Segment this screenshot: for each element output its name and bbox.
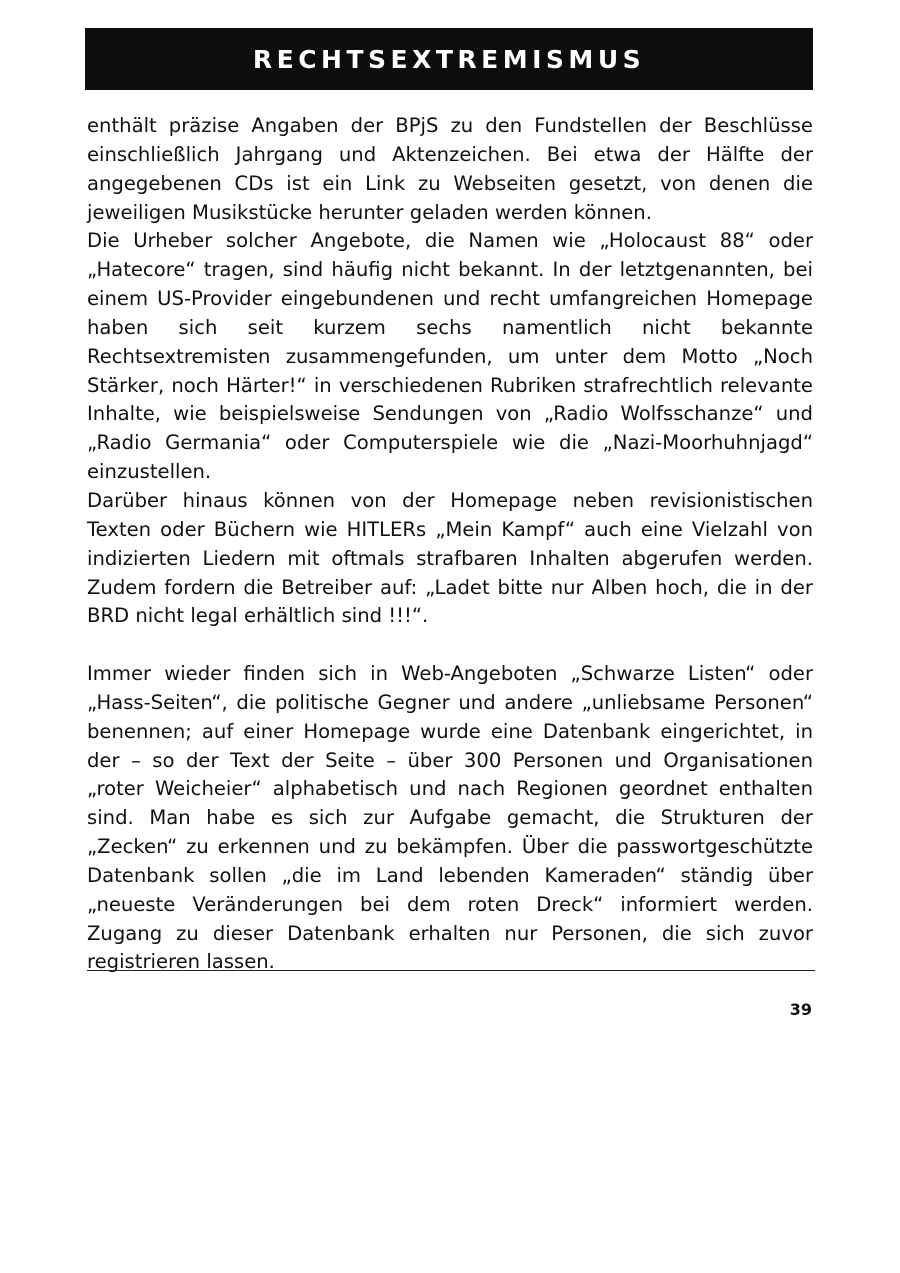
paragraph-urheber: Die Urheber solcher Angebote, die Namen wie „Holocaust 88“ oder „Hatecore“ tragen, sind häufig nicht bekannt. In der letztgenannten, bei einem US-Provider eingebundenen und recht umfangreichen Homepage haben sich seit kurzem sechs namentlich nicht bekannte Rechtsextremisten zusammengefunden, um unter dem Motto „Noch Stärker, noch Härter!“ in verschiedenen Rubriken strafrechtlich relevante Inhalte, wie beispielsweise Sendungen von „Radio Wolfsschanze“ und „Radio Germania“ oder Computerspiele wie die „Nazi-Moorhuhnjagd“ einzustellen.	[87, 229, 813, 484]
chapter-header-bar	[85, 28, 813, 90]
chapter-title: RECHTSEXTREMISMUS	[252, 44, 646, 74]
paragraph-darueber-hinaus: Darüber hinaus können von der Homepage neben revisionistischen Texten oder Büchern wie HITLERs „Mein Kampf“ auch eine Vielzahl von indizierten Liedern mit oftmals strafbaren Inhalten abgerufen werden. Zudem fordern die Betreiber auf: „Ladet bitte nur Alben hoch, die in der BRD nicht legal erhältlich sind !!!“.	[87, 488, 813, 628]
page-number: 39	[789, 1000, 812, 1019]
body-text	[87, 112, 813, 977]
paragraph-schwarze-listen: Immer wieder finden sich in Web-Angeboten „Schwarze Listen“ oder „Hass-Seiten“, die politische Gegner und andere „unliebsame Personen“ benennen; auf einer Homepage wurde eine Datenbank eingerichtet, in der – so der Text der Seite – über 300 Personen und Organisationen „roter Weicheier“ alphabetisch und nach Regionen geordnet enthalten sind. Man habe es sich zur Aufgabe gemacht, die Strukturen der „Zecken“ zu erkennen und zu bekämpfen. Über die passwortgeschützte Datenbank sollen „die im Land lebenden Kameraden“ ständig über „neueste Veränderungen bei dem roten Dreck“ informiert werden. Zugang zu dieser Datenbank erhalten nur Personen, die sich zuvor registrieren lassen.	[87, 662, 813, 974]
paragraph-continued: enthält präzise Angaben der BPjS zu den Fundstellen der Beschlüsse einschließlich Jahrgang und Aktenzeichen. Bei etwa der Hälfte der angegebenen CDs ist ein Link zu Webseiten gesetzt, von denen die jeweiligen Musikstücke herunter geladen werden können.	[87, 114, 813, 224]
footer-divider	[87, 970, 815, 971]
